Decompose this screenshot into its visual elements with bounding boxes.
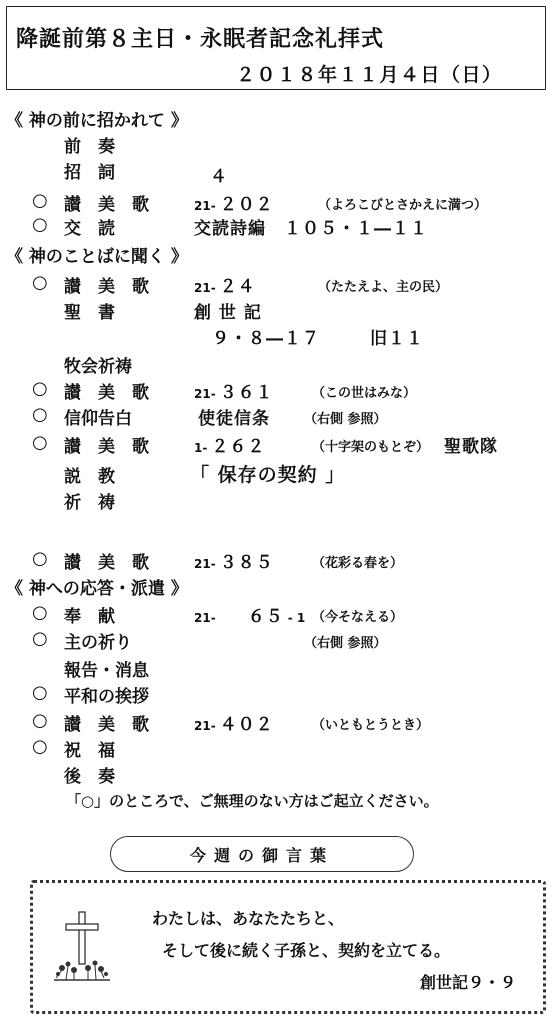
hymn-5-title: （花彩る春を） (312, 556, 404, 571)
scripture-book: 創 世 記 (194, 303, 262, 323)
sermon-label: 説 教 (64, 467, 115, 487)
weekly-verse-heading: 今週の御言葉 (189, 846, 334, 865)
hymn-4-label: 讃 美 歌 (64, 437, 149, 457)
hymn-6-title: （いともとうとき） (312, 718, 430, 733)
hymn-1-label: 讃 美 歌 (64, 195, 149, 215)
section-heading-gathered: 《 神の前に招かれて 》 (6, 111, 188, 131)
creed-name: 使徒信条 (198, 409, 270, 429)
creed-note: （右側 参照） (304, 412, 387, 427)
verse-reference: 創世記９・９ (420, 973, 517, 992)
hymn-3-title: （この世はみな） (312, 386, 417, 401)
creed-label: 信仰告白 (64, 409, 132, 429)
offering-label: 奉 献 (64, 607, 115, 627)
cross-flowers-icon (52, 908, 112, 982)
responsive-reading-label: 交 読 (64, 219, 115, 239)
hymn-3-number: 21- ３６１ (194, 383, 274, 403)
stand-marker: ○ (32, 602, 48, 623)
standing-note: 「○」のところで、ご無理のない方はご起立ください。 (66, 792, 439, 810)
verse-line-1: わたしは、あなたたちと、 (152, 909, 345, 928)
stand-marker: ○ (32, 628, 48, 649)
verse-line-2: そして後に続く子孫と、契約を立てる。 (162, 941, 451, 960)
offering-hymn-title: （今そなえる） (312, 610, 404, 625)
hymn-2-label: 讃 美 歌 (64, 277, 149, 297)
weekly-verse-heading-pill (110, 836, 414, 872)
hymn-3-label: 讃 美 歌 (64, 383, 149, 403)
scripture-reference: ９・８―１７ (212, 329, 320, 349)
hymn-4-number: 1- ２６２ (194, 437, 266, 457)
hymn-1-number: 21- ２０２ (194, 195, 274, 215)
stand-marker: ○ (32, 378, 48, 399)
stand-marker: ○ (32, 548, 48, 569)
prayer-label: 祈 祷 (64, 493, 115, 513)
scripture-label: 聖 書 (64, 303, 115, 323)
hymn-2-number: 21- ２４ (194, 277, 256, 297)
pastoral-prayer-label: 牧会祈祷 (64, 357, 132, 377)
hymn-1-title: （よろこびとさかえに満つ） (318, 198, 488, 213)
hymnal-prefix: 21- (194, 199, 216, 213)
sermon-title: 「 保存の契約 」 (190, 464, 346, 486)
section-heading-response: 《 神への応答・派遣 》 (6, 579, 188, 599)
responsive-reading-detail: 交読詩編 １０５・１―１１ (194, 219, 428, 239)
call-to-worship-number: ４ (210, 167, 228, 187)
hymn-4-title: （十字架のもとぞ） (312, 440, 430, 455)
hymn-5-number: 21- ３８５ (194, 553, 274, 573)
stand-marker: ○ (32, 190, 48, 211)
call-to-worship-label: 招 詞 (64, 163, 115, 183)
stand-marker: ○ (32, 710, 48, 731)
postlude-label: 後 奏 (64, 767, 115, 787)
section-heading-word: 《 神のことばに聞く 》 (6, 247, 188, 267)
choir-label: 聖歌隊 (444, 437, 498, 457)
stand-marker: ○ (32, 736, 48, 757)
stand-marker: ○ (32, 404, 48, 425)
stand-marker: ○ (32, 682, 48, 703)
hymn-6-number: 21- ４０２ (194, 715, 274, 735)
prelude-label: 前 奏 (64, 137, 115, 157)
benediction-label: 祝 福 (64, 741, 115, 761)
hymn-2-title: （たたえよ、主の民） (318, 280, 449, 295)
stand-marker: ○ (32, 432, 48, 453)
lords-prayer-note: （右側 参照） (304, 636, 387, 651)
hymn-6-label: 讃 美 歌 (64, 715, 149, 735)
lords-prayer-label: 主の祈り (64, 633, 132, 653)
stand-marker: ○ (32, 272, 48, 293)
service-title: 降誕前第８主日・永眠者記念礼拝式 (16, 27, 385, 52)
announcements-label: 報告・消息 (64, 661, 149, 681)
service-date: ２０１８年１１月４日（日） (236, 64, 503, 86)
offering-hymn-number: 21- ６５ - 1 (194, 607, 306, 627)
passing-peace-label: 平和の挨拶 (64, 687, 149, 707)
stand-marker: ○ (32, 214, 48, 235)
hymn-5-label: 讃 美 歌 (64, 553, 149, 573)
scripture-ot-page: 旧１１ (370, 329, 424, 349)
